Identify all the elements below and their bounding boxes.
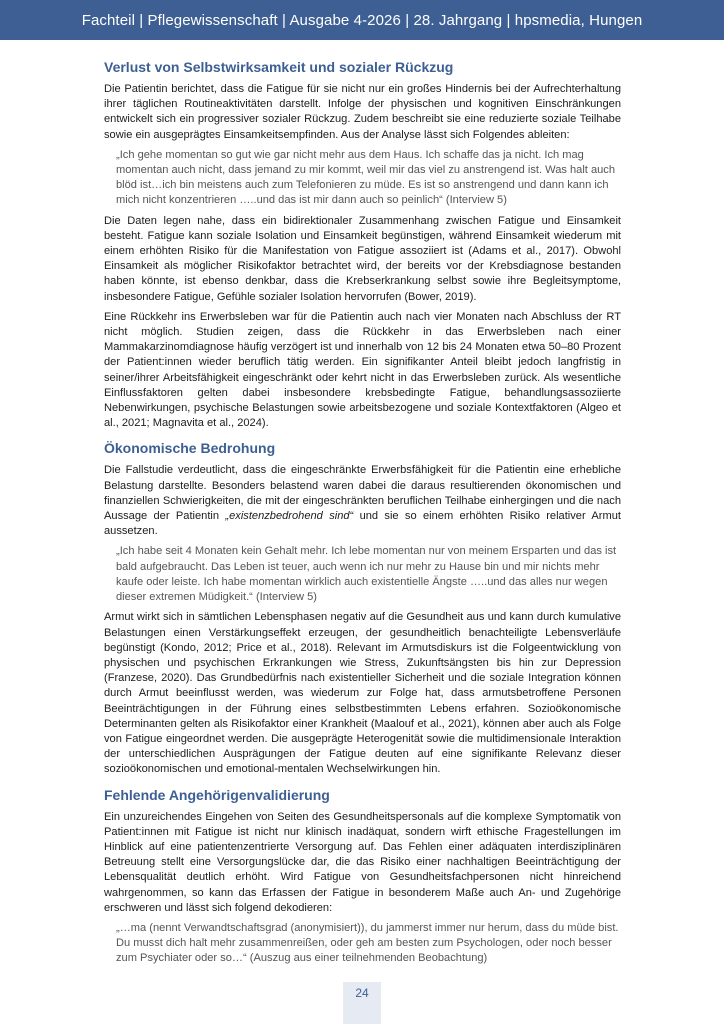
journal-header-title: Fachteil | Pflegewissenschaft | Ausgabe 4-2026 | 28. Jahrgang | hpsmedia, Hungen	[81, 11, 643, 29]
page-number: 24	[355, 986, 369, 1000]
page-number-box	[343, 982, 381, 1024]
paragraph: Armut wirkt sich in sämtlichen Lebensphasen negativ auf die Gesundheit aus und kann durch kumulative Belastungen einen Verstärkungseffekt erzeugen, der gesundheitlich benachteiligte Lebensverläufe begünstigt (Kondo, 2012; Price et al., 2018). Relevant im Armutsdiskurs ist die Folgeentwicklung von physischen und psychischen Erkrankungen wie Stress, Zukunftsängsten bis hin zur Depression (Franzese, 2020). Das Grundbedürfnis nach existentieller Sicherheit und die soziale Integration können durch Armut beeinflusst werden, was wiederum zur Folge hat, dass armutsbetroffene Personen Beeinträchtigungen in der Führung eines selbstbestimmten Lebens erfahren. Sozioökonomische Determinanten gelten als Risikofaktor einer Krankheit (Maalouf et al., 2021), können aber auch als Folge von Fatigue eingeordnet werden. Die ausgeprägte Heterogenität sowie die multidimensionale Interaktion der unterschiedlichen Ausprägungen der Fatigue deuten auf eine signifikante Relevanz dieser sozioökonomischen und emotional-mentalen Wechselwirkungen hin.	[104, 611, 621, 776]
emphasized-quote: „existenzbedrohend sind“	[225, 510, 354, 523]
journal-header-bar	[0, 0, 724, 40]
interview-quote: „Ich gehe momentan so gut wie gar nicht mehr aus dem Haus. Ich schaffe das ja nicht. Ich mag momentan auch nicht, dass jemand zu mir kommt, weil mir das viel zu anstrengend ist. Was halt auch blöd ist…ich bin meistens auch zum Telefonieren zu müde. Es ist so anstrengend und dann kann ich mich nicht konzentrieren …..und das ist mir dann auch so peinlich“ (Interview 5)	[116, 148, 616, 207]
section-heading-relative-validation: Fehlende Angehörigenvalidierung	[104, 786, 330, 803]
observation-quote: „…ma (nennt Verwandtschaftsgrad (anonymisiert)), du jammerst immer nur herum, dass du müde bist. Du musst dich halt mehr zusammenreißen, oder geh am besten zum Psychologen, oder noch besser zum Psychiater oder so…“ (Auszug aus einer teilnehmenden Beobachtung)	[116, 921, 619, 965]
section-heading-economic-threat: Ökonomische Bedrohung	[104, 440, 276, 457]
paragraph: Eine Rückkehr ins Erwerbsleben war für die Patientin auch nach vier Monaten nach Abschluss der RT nicht möglich. Studien zeigen, dass die Rückkehr in das Erwerbsleben nach einer Mammakarzinomdiagnose häufig verzögert ist und innerhalb von 12 bis 24 Monaten etwa 50–80 Prozent der Patient:innen wieder beruflich tätig werden. Ein signifikanter Anteil bleibt jedoch langfristig in seiner/ihrer Arbeitsfähigkeit eingeschränkt oder kehrt nicht in das Erwerbsleben zurück. Als wesentliche Einflussfaktoren gelten dabei insbesondere krebsbedingte Fatigue, behandlungsassoziierte Nebenwirkungen, psychische Belastungen sowie arbeitsbezogene und soziale Kontextfaktoren (Algeo et al., 2021; Magnavita et al., 2024).	[104, 310, 621, 430]
paragraph-text: und sie so einem erhöhten Risiko relativer Armut aussetzen.	[104, 510, 621, 538]
paragraph: Die Patientin berichtet, dass die Fatigue für sie nicht nur ein großes Hindernis bei der Aufrechterhaltung ihrer täglichen Routineaktivitäten darstellt. Infolge der physischen und kognitiven Einschränkungen entwickelt sich ein progressiver sozialer Rückzug. Zudem beschreibt sie eine reduzierte soziale Teilhabe sowie ein ausgeprägtes Einsamkeitsempfinden. Aus der Analyse lässt sich Folgendes ableiten:	[104, 83, 621, 141]
paragraph-text: Die Fallstudie verdeutlicht, dass die eingeschränkte Erwerbsfähigkeit für die Patientin eine erhebliche Belastung darstellte. Besonders belastend waren dabei die daraus resultierenden ökonomischen und finanziellen Schwierigkeiten, die mit der eingeschränkten beruflichen Teilhabe einhergingen und die nach Aussage der Patientin	[104, 464, 621, 523]
interview-quote: „Ich habe seit 4 Monaten kein Gehalt mehr. Ich lebe momentan nur von meinem Ersparten und das ist bald aufgebraucht. Das Leben ist teuer, auch wenn ich nur mehr zu Hause bin und mir nichts mehr kaufe oder leiste. Ich habe momentan wirklich auch existentielle Ängste …..und das alles nur wegen dieser extremen Müdigkeit.“ (Interview 5)	[116, 545, 617, 604]
section-heading-self-efficacy: Verlust von Selbstwirksamkeit und sozialer Rückzug	[104, 59, 454, 75]
paragraph	[104, 463, 621, 539]
article-body	[104, 58, 621, 972]
paragraph: Ein unzureichendes Eingehen von Seiten des Gesundheitspersonals auf die komplexe Symptomatik von Patient:innen mit Fatigue ist nicht nur klinisch inadäquat, sondern wirft ethische Fragestellungen im Hinblick auf eine patientenzentrierte Versorgung auf. Das Fehlen einer adäquaten interdisziplinären Betreuung stellt eine Versorgungslücke dar, die das Risiko einer nachhaltigen Beeinträchtigung der Lebensqualität deutlich erhöht. Wird Fatigue von Gesundheitsfachpersonen nicht hinreichend wahrgenommen, so kann das Erfassen der Fatigue in besonderem Maße auch An- und Zugehörige erschweren und lässt sich folgend dekodieren:	[104, 810, 621, 914]
paragraph: Die Daten legen nahe, dass ein bidirektionaler Zusammenhang zwischen Fatigue und Einsamkeit besteht. Fatigue kann soziale Isolation und Einsamkeit begünstigen, während Einsamkeit wiederum mit einem erhöhten Risiko für die Manifestation von Fatigue assoziiert ist (Adams et al., 2017). Obwohl Einsamkeit als möglicher Risikofaktor betrachtet wird, der bereits vor der Krebsdiagnose bestanden haben könnte, ist ebenso denkbar, dass die Krebserkrankung selbst sowie ihre Begleitsymptome, insbesondere Fatigue, Gefühle sozialer Isolation hervorrufen (Bower, 2019).	[104, 214, 621, 303]
